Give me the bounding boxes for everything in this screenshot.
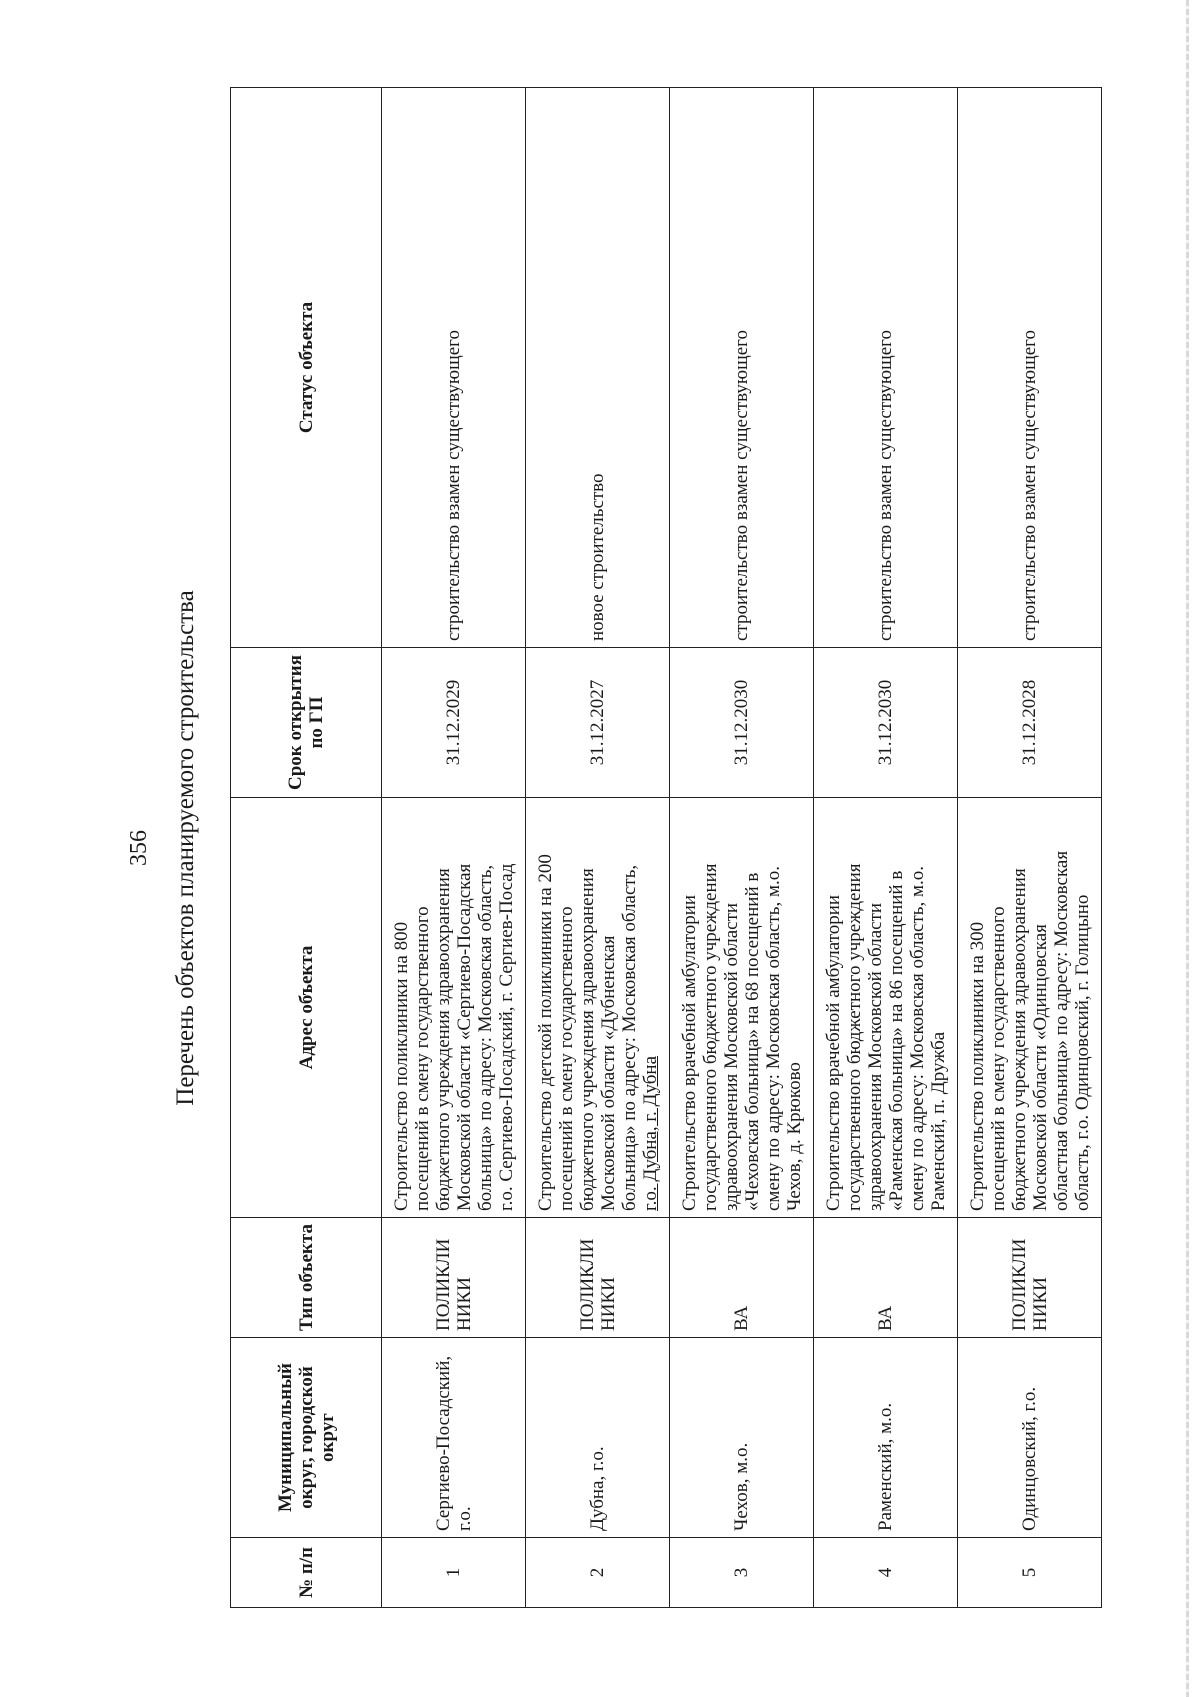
- row-address: [958, 798, 1102, 1218]
- address-line: государственного бюджетного учреждения: [843, 863, 865, 1211]
- row-type: ПОЛИКЛИ НИКИ: [958, 1218, 1102, 1338]
- row-number: 5: [958, 1538, 1102, 1608]
- table-row: [382, 88, 526, 1608]
- row-address: [526, 798, 670, 1218]
- row-status: строительство взамен существующего: [382, 88, 526, 648]
- address-line: смену по адресу: Московская область, м.о.: [906, 866, 928, 1211]
- row-address: [670, 798, 814, 1218]
- header-row: [231, 88, 382, 1608]
- address-line: г.о. Сергиево-Посадский, г. Сергиев-Посад: [495, 863, 517, 1211]
- address-line: областная больница» по адресу: Московская: [1050, 850, 1072, 1211]
- address-line: бюджетного учреждения здравоохранения: [576, 868, 598, 1211]
- address-line: область, г.о. Одинцовский, г. Голицыно: [1071, 894, 1093, 1211]
- address-line: Московской области «Одинцовская: [1029, 924, 1051, 1211]
- table-row: [670, 88, 814, 1608]
- row-address: [382, 798, 526, 1218]
- row-number: 2: [526, 1538, 670, 1608]
- header-status: Статус объекта: [231, 88, 382, 648]
- row-deadline: 31.12.2027: [526, 648, 670, 798]
- address-line: посещений в смену государственного: [987, 906, 1009, 1211]
- row-district: Сергиево-Посадский, г.о.: [382, 1338, 526, 1538]
- address-line: посещений в смену государственного: [411, 906, 433, 1211]
- address-line: Строительство поликлиники на 800: [390, 921, 412, 1211]
- row-district: Одинцовский, г.о.: [958, 1338, 1102, 1538]
- address-line: «Раменская больница» на 86 посещений в: [885, 870, 907, 1211]
- table-row: [814, 88, 958, 1608]
- row-address: [814, 798, 958, 1218]
- row-status: строительство взамен существующего: [814, 88, 958, 648]
- address-line: больница» по адресу: Московская область,: [474, 864, 496, 1211]
- row-number: 4: [814, 1538, 958, 1608]
- address-line: Строительство врачебной амбулатории: [678, 894, 700, 1211]
- rotated-page: [120, 78, 1093, 1618]
- address-line: Строительство поликлиники на 300: [966, 921, 988, 1211]
- row-deadline: 31.12.2030: [670, 648, 814, 798]
- address-line: бюджетного учреждения здравоохранения: [432, 868, 454, 1211]
- address-line: бюджетного учреждения здравоохранения: [1008, 868, 1030, 1211]
- address-line: Строительство врачебной амбулатории: [822, 894, 844, 1211]
- address-line: здравоохранения Московской области: [720, 902, 742, 1211]
- row-type: ПОЛИКЛИ НИКИ: [382, 1218, 526, 1338]
- row-type: ВА: [814, 1218, 958, 1338]
- row-type: ПОЛИКЛИ НИКИ: [526, 1218, 670, 1338]
- address-line: Московской области «Сергиево-Посадская: [453, 863, 475, 1211]
- address-line: г.о. Дубна, г. Дубна: [639, 1055, 661, 1211]
- row-status: строительство взамен существующего: [670, 88, 814, 648]
- row-district: Чехов, м.о.: [670, 1338, 814, 1538]
- header-type: Тип объекта: [231, 1218, 382, 1338]
- table-row: [958, 88, 1102, 1608]
- objects-table: [230, 87, 1102, 1608]
- table-row: [526, 88, 670, 1608]
- scan-edge: [1186, 0, 1189, 1697]
- document-title: Перечень объектов планируемого строительства: [172, 590, 199, 1106]
- row-number: 3: [670, 1538, 814, 1608]
- address-line: государственного бюджетного учреждения: [699, 863, 721, 1211]
- address-line: посещений в смену государственного: [555, 906, 577, 1211]
- address-line: смену по адресу: Московская область, м.о.: [762, 866, 784, 1211]
- header-num: № п/п: [231, 1538, 382, 1608]
- header-deadline: Срок открытия по ГП: [231, 648, 382, 798]
- page-number: 356: [126, 830, 152, 866]
- row-deadline: 31.12.2030: [814, 648, 958, 798]
- address-line: Раменский, п. Дружба: [927, 1031, 949, 1211]
- header-district: Муниципальный округ, городской округ: [231, 1338, 382, 1538]
- address-line: здравоохранения Московской области: [864, 902, 886, 1211]
- row-type: ВА: [670, 1218, 814, 1338]
- address-line: «Чеховская больница» на 68 посещений в: [741, 872, 763, 1211]
- address-line: Строительство детской поликлиники на 200: [534, 854, 556, 1211]
- header-address: Адрес объекта: [231, 798, 382, 1218]
- row-deadline: 31.12.2029: [382, 648, 526, 798]
- row-deadline: 31.12.2028: [958, 648, 1102, 798]
- row-status: новое строительство: [526, 88, 670, 648]
- address-line: Чехов, д. Крюково: [783, 1062, 805, 1211]
- row-district: Раменский, м.о.: [814, 1338, 958, 1538]
- address-line: Московской области «Дубненская: [597, 935, 619, 1211]
- row-number: 1: [382, 1538, 526, 1608]
- address-line: больница» по адресу: Московская область,: [618, 864, 640, 1211]
- row-district: Дубна, г.о.: [526, 1338, 670, 1538]
- row-status: строительство взамен существующего: [958, 88, 1102, 648]
